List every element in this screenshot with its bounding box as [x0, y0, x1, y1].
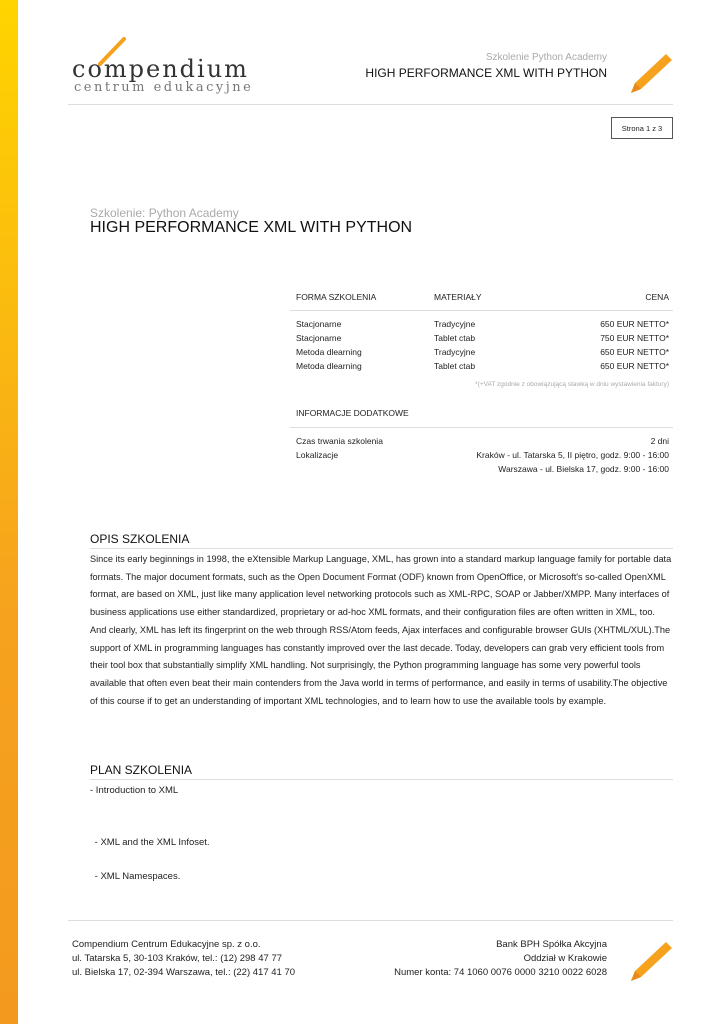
- plan-item: - XML Namespaces.: [92, 871, 181, 882]
- pricing-cell: 650 EUR NETTO*: [600, 319, 669, 329]
- pricing-cell: Tablet ctab: [434, 333, 476, 343]
- info-header: INFORMACJE DODATKOWE: [296, 408, 409, 418]
- location-warszawa: Warszawa - ul. Bielska 17, godz. 9:00 - 16:00: [498, 464, 669, 474]
- footer-address-krakow: ul. Tatarska 5, 30-103 Kraków, tel.: (12) 298 47 77: [72, 953, 283, 964]
- vat-note: *(+VAT zgodnie z obowiązującą stawką w dniu wystawienia faktury): [475, 381, 669, 388]
- pricing-cell: Stacjonarne: [296, 319, 342, 329]
- side-stripe: [0, 0, 18, 1024]
- logo-wordmark: compendium: [72, 55, 249, 83]
- footer-company: Compendium Centrum Edukacyjne sp. z o.o.: [72, 939, 261, 950]
- location-krakow: Kraków - ul. Tatarska 5, II piętro, godz. 9:00 - 16:00: [476, 450, 669, 460]
- course-title: HIGH PERFORMANCE XML WITH PYTHON: [90, 219, 413, 236]
- pen-icon: [628, 938, 674, 984]
- pricing-cell: 750 EUR NETTO*: [600, 333, 669, 343]
- pricing-cell: Stacjonarne: [296, 333, 342, 343]
- pricing-cell: Tradycyjne: [434, 347, 476, 357]
- pricing-header-form: FORMA SZKOLENIA: [296, 292, 377, 302]
- info-divider: [290, 427, 673, 428]
- footer-address-warszawa: ul. Bielska 17, 02-394 Warszawa, tel.: (22) 417 41 70: [72, 967, 296, 978]
- plan-heading: PLAN SZKOLENIA: [90, 763, 193, 777]
- pricing-divider: [290, 310, 673, 311]
- header-title: HIGH PERFORMANCE XML WITH PYTHON: [365, 66, 607, 80]
- pricing-cell: Metoda dlearning: [296, 347, 362, 357]
- pricing-header-price: CENA: [645, 292, 669, 302]
- description-text: Since its early beginnings in 1998, the eXtensible Markup Language, XML, has grown into a standard markup language family for portable data formats. The major document formats, such as the Open Document Format (ODF) known from OpenOffice, or Microsoft's so-called OpenXML format, are based on XML, just like many application level networking protocols such as XML-RPC, SOAP or Jabber/XMPP. Many interfaces of business applications use either standardized, proprietary or ad-hoc XML formats, and their configuration files are often written in XML, too. And clearly, XML has left its fingerprint on the web through RSS/Atom feeds, Ajax interfaces and configurable browser GUIs (XHTML/XUL).The support of XML in programming languages has constantly improved over the last decade. Today, developers can grab very efficient tools from their tool box that substantially simplify XML handling. Not surprisingly, the Python programming language has some very powerful tools available that often even beat their main contenders from the Java world in terms of performance, and easily in terms of usability.The objective of this course if to get an understanding of important XML technologies, and to learn how to use the available tools by example.: [90, 554, 672, 706]
- plan-divider: [90, 779, 673, 780]
- header-subtitle: Szkolenie Python Academy: [485, 52, 607, 63]
- page-indicator: Strona 1 z 3: [611, 117, 673, 139]
- plan-item: - XML and the XML Infoset.: [92, 837, 210, 848]
- plan-item: - Introduction to XML: [90, 785, 179, 796]
- footer-bank: Bank BPH Spółka Akcyjna: [496, 939, 607, 950]
- duration-value: 2 dni: [650, 436, 669, 446]
- logo-subtitle: centrum edukacyjne: [74, 80, 254, 95]
- pricing-cell: 650 EUR NETTO*: [600, 347, 669, 357]
- pricing-cell: Tablet ctab: [434, 361, 476, 371]
- course-subtitle: Szkolenie: Python Academy: [90, 206, 239, 220]
- header-divider: [68, 104, 673, 105]
- pricing-cell: Tradycyjne: [434, 319, 476, 329]
- pen-icon: [628, 50, 674, 96]
- footer-account: Numer konta: 74 1060 0076 0000 3210 0022 6028: [394, 967, 607, 978]
- pricing-header-materials: MATERIAŁY: [434, 292, 482, 302]
- footer-divider: [68, 920, 673, 921]
- pricing-cell: 650 EUR NETTO*: [600, 361, 669, 371]
- pricing-cell: Metoda dlearning: [296, 361, 362, 371]
- duration-label: Czas trwania szkolenia: [296, 436, 383, 446]
- footer-branch: Oddział w Krakowie: [523, 953, 607, 964]
- description-heading: OPIS SZKOLENIA: [90, 532, 190, 546]
- location-label: Lokalizacje: [296, 450, 339, 460]
- description-divider: [90, 548, 673, 549]
